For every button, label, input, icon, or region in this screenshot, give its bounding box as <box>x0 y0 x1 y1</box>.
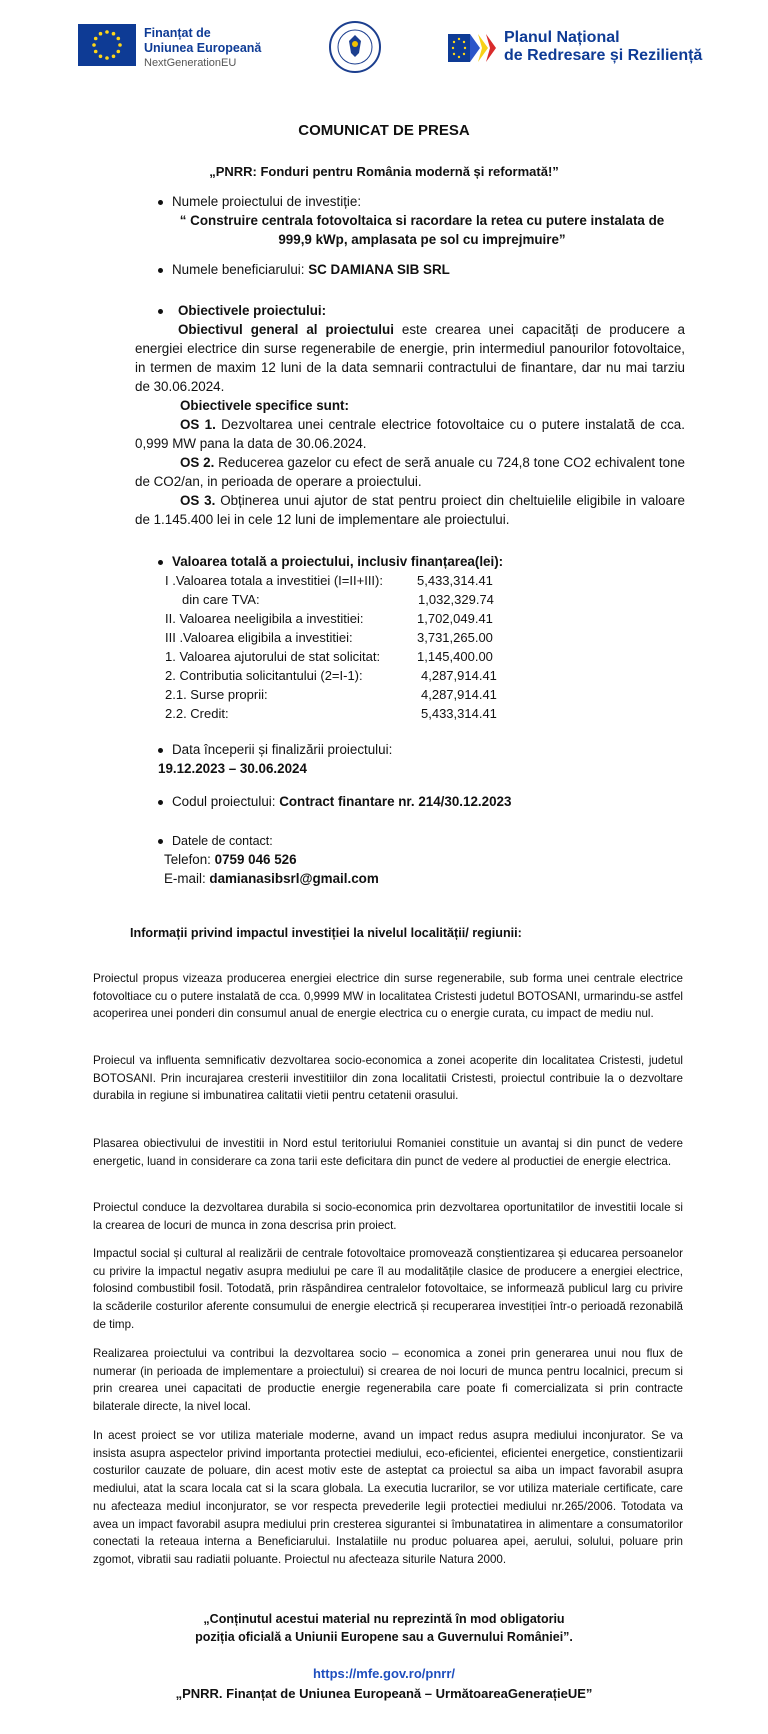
phone-label: Telefon: <box>164 852 215 867</box>
value-amount: 1,032,329.74 <box>418 592 494 607</box>
value-label: I .Valoarea totala a investitiei (I=II+III): <box>165 573 383 588</box>
bullet <box>158 748 163 753</box>
code-value: Contract finantare nr. 214/30.12.2023 <box>279 794 512 809</box>
value-label: din care TVA: <box>182 592 260 607</box>
government-seal-logo <box>328 20 382 74</box>
dates-label: Data începerii și finalizării proiectului: <box>172 742 393 757</box>
phone-value: 0759 046 526 <box>214 852 297 867</box>
value-label: 2. Contributia solicitantului (2=I-1): <box>165 668 363 683</box>
objective-os1 <box>135 415 685 453</box>
impact-paragraph: In acest proiect se vor utiliza materiale moderne, avand un impact redus asupra mediului inconjurator. Se va insista asupra aspectelor privind importanta protectiei mediului, eco-eficientei, eficientei energetice, constientizarii costurilor cauzate de poluare, din acest motiv este de asteptat ca proiectul sa aiba un impact favorabil asupra mediului, atat la scara locala cat si la scara globala. La executia lucrarilor, se vor utiliza materiale certificate, care nu afecteaza mediul inconjurator, se vor respecta prevederile legii protectiei mediului nr.265/2006. Totodata va avea un impact favorabil asupra mediului prin cresterea sigurantei si îmbunatatirea in alimentare a consumatorilor conectati la reteaua interna a Beneficiarului. Instalatiile nu produc poluarea apei, aerului, solului, poluare prin zgomot, vibratii sau radiatii poluante. Proiectul nu afecteaza siturile Natura 2000. <box>93 1429 683 1566</box>
page-subtitle: „PNRR: Fonduri pentru România modernă și reformată!” <box>209 164 559 179</box>
disclaimer <box>0 1610 768 1646</box>
beneficiary-value: SC DAMIANA SIB SRL <box>308 262 450 277</box>
os3-text: Obținerea unui ajutor de stat pentru proiect din cheltuielile eligibile in valoare de 1.145.400 lei in cele 12 luni de implementare ale proiectului. <box>135 493 685 527</box>
bullet <box>158 560 163 565</box>
bullet <box>158 800 163 805</box>
os1-label: OS 1. <box>180 417 216 432</box>
bullet <box>158 309 163 314</box>
os2-label: OS 2. <box>180 455 215 470</box>
impact-paragraph: Impactul social și cultural al realizării de centrale fotovoltaice promovează conștientizarea și educarea persoanelor cu privire la impactul negativ asupra mediului pe care îl au modalitățile clasice de producere a energiei electrice, folosind combustibil fosil. Totodată, prin răspândirea centralelor fotovoltaice, se informează publicul larg cu privire la scăderile costurilor aferente consumului de energie electrică și recuperarea investiției într-o perioadă rezonabilă de timp. <box>93 1247 683 1331</box>
specific-objectives-heading: Obiectivele specifice sunt: <box>180 398 349 413</box>
project-name-label: Numele proiectului de investiție: <box>172 194 362 209</box>
objective-os2 <box>135 453 685 491</box>
value-label: II. Valoarea neeligibila a investitiei: <box>165 611 364 626</box>
contact-label: Datele de contact: <box>172 834 273 848</box>
code-label: Codul proiectului: <box>172 794 280 809</box>
disclaimer-line-1: „Conținutul acestui material nu reprezintă în mod obligatoriu <box>203 1612 565 1626</box>
pnrr-line-1: Planul Național <box>504 29 620 46</box>
general-objective <box>135 320 685 396</box>
value-amount: 5,433,314.41 <box>421 706 497 721</box>
footer-slogan: „PNRR. Finanțat de Uniunea Europeană – UrmătoareaGenerațieUE” <box>175 1686 593 1701</box>
impact-heading: Informații privind impactul investiției la nivelul localității/ regiunii: <box>130 926 522 940</box>
general-objective-text: este crearea unei capacități de producere a energiei electrice din surse regenerabile de energie, prin intermediul panourilor fotovoltaice, in termen de maxim 12 luni de la data semnarii contractului de finantare, dar nu mai tarziu de 30.06.2024. <box>135 322 685 394</box>
objective-os3 <box>135 491 685 529</box>
value-label: 2.1. Surse proprii: <box>165 687 268 702</box>
value-amount: 4,287,914.41 <box>421 687 497 702</box>
impact-paragraph: Proiectul conduce la dezvoltarea durabila si socio-economica prin dezvoltarea oportunitatilor de investitii locale si la crearea de locuri de munca in zona descrisa prin proiect. <box>93 1201 683 1232</box>
email-label: E-mail: <box>164 871 210 886</box>
impact-paragraph: Proiectul propus vizeaza producerea energiei electrice din surse regenerabile, sub forma unei centrale electrice fotovoltiace cu o putere instalată de cca. 0,9999 MW in localitatea Cristesti judetul BOTOSANI, urmarindu-se astfel acoperirea unei ponderi din consumul anual de energie electrica cu o energie curata, cu impact de mediu nul. <box>93 972 683 1021</box>
impact-paragraph: Proiecul va influenta semnificativ dezvoltarea socio-economica a zonei acoperite din localitatea Cristesti, judetul BOTOSANI. Prin incurajarea cresterii investitiilor din zona localitatii Cristesti, proiectul contribuie la o dezvoltare durabila in regiune si imbunatirea calitatii vietii pentru cetatenii orasului. <box>93 1054 683 1103</box>
project-name-value: “ Construire centrala fotovoltaica si racordare la retea cu putere instalata de 999,9 kWp, amplasata pe sol cu imprejmuire” <box>179 213 665 247</box>
pnrr-link[interactable]: https://mfe.gov.ro/pnrr/ <box>312 1666 456 1681</box>
os3-label: OS 3. <box>180 493 216 508</box>
value-label: 1. Valoarea ajutorului de stat solicitat: <box>165 649 381 664</box>
os2-text: Reducerea gazelor cu efect de seră anuale cu 724,8 tone CO2 echivalent tone de CO2/an, in perioada de operare a proiectului. <box>135 455 685 489</box>
value-amount: 1,702,049.41 <box>417 611 493 626</box>
value-amount: 5,433,314.41 <box>417 573 493 588</box>
general-objective-label: Obiectivul general al proiectului <box>178 322 394 337</box>
page-title: COMUNICAT DE PRESA <box>298 122 470 139</box>
contact-phone <box>164 850 297 869</box>
dates-value: 19.12.2023 – 30.06.2024 <box>158 761 307 776</box>
bullet <box>158 200 163 205</box>
email-value: damianasibsrl@gmail.com <box>209 871 379 886</box>
value-amount: 3,731,265.00 <box>417 630 493 645</box>
os1-text: Dezvoltarea unei centrale electrice fotovoltaice cu o putere instalată de cca. 0,999 MW pana la data de 30.06.2024. <box>135 417 685 451</box>
beneficiary-line <box>172 260 450 279</box>
impact-paragraph: Realizarea proiectului va contribui la dezvoltarea socio – economica a zonei prin generarea unui nou flux de numerar (in perioada de implementare a proiectului) si crearea de noi locuri de munca pentru localnici, precum si prin crearea unei capacitati de productie energie regenerabila care poate fi comercializata si prin contracte bilaterale directe, la nivel local. <box>93 1347 683 1414</box>
impact-paragraph: Plasarea obiectivului de investitii in Nord estul teritoriului Romaniei constituie un avantaj si din punct de vedere energetic, luand in considerare ca zona tarii este deficitara din punct de vedere al productiei de energie electrica. <box>93 1137 683 1168</box>
beneficiary-label: Numele beneficiarului: <box>172 262 309 277</box>
values-heading: Valoarea totală a proiectului, inclusiv finanțarea(lei): <box>172 554 504 569</box>
eu-line-1: Finanțat de <box>144 26 211 40</box>
project-code <box>172 792 511 811</box>
bullet <box>158 839 163 844</box>
contact-email <box>164 869 379 888</box>
eu-line-2: Uniunea Europeană <box>144 41 262 55</box>
value-amount: 4,287,914.41 <box>421 668 497 683</box>
eu-line-3: NextGenerationEU <box>144 57 237 69</box>
value-label: 2.2. Credit: <box>165 706 229 721</box>
value-label: III .Valoarea eligibila a investitiei: <box>165 630 353 645</box>
value-amount: 1,145,400.00 <box>417 649 493 664</box>
bullet <box>158 268 163 273</box>
eu-flag-logo <box>78 24 136 66</box>
eu-funding-label <box>144 26 261 71</box>
pnrr-label <box>504 29 702 65</box>
disclaimer-line-2: poziția oficială a Uniunii Europene sau a Guvernului României”. <box>195 1630 573 1644</box>
pnrr-line-2: de Redresare și Reziliență <box>504 47 703 64</box>
objectives-heading: Obiectivele proiectului: <box>178 303 327 318</box>
pnrr-logo <box>448 28 496 68</box>
